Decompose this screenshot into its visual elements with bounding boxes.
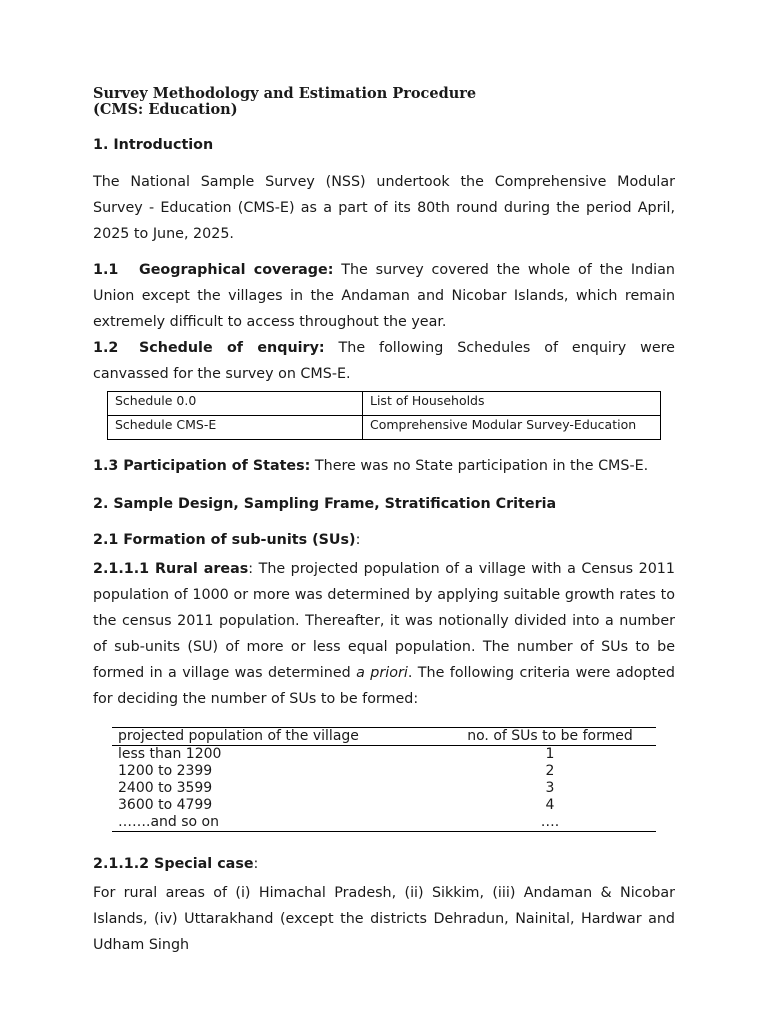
population-column-header: projected population of the village — [112, 728, 444, 746]
schedule-desc-cell: List of Households — [363, 392, 661, 416]
section-2-1-1-2-label: 2.1.1.2 Special case — [93, 856, 254, 872]
section-1-1-text: The survey covered the whole of the Indian Union except the villages in the Andaman and Nicobar Islands, which remain extremely difficult to access throughout the year. — [93, 262, 675, 330]
table-row — [112, 763, 656, 780]
section-1-1-number: 1.1 — [93, 262, 119, 278]
section-2-1-paragraph — [93, 527, 675, 553]
table-row — [112, 814, 656, 832]
su-count-cell: 4 — [545, 797, 555, 813]
section-1-3-label: 1.3 Participation of States: — [93, 458, 311, 474]
section-1-1-paragraph — [93, 257, 675, 335]
section-1-2-text: The following Schedules of enquiry were canvassed for the survey on CMS-E. — [93, 340, 675, 382]
su-count-cell: 2 — [545, 763, 555, 779]
document-page — [93, 86, 675, 958]
section-2-heading: 2. Sample Design, Sampling Frame, Stratification Criteria — [93, 496, 557, 512]
su-criteria-table — [112, 727, 656, 832]
section-1-2-label: Schedule of enquiry: — [139, 340, 325, 356]
population-cell: 2400 to 3599 — [118, 780, 213, 796]
doc-title — [93, 86, 675, 118]
table-row — [112, 780, 656, 797]
section-1-1-label: Geographical coverage: — [139, 262, 334, 278]
doc-title-line1: Survey Methodology and Estimation Procedure — [93, 85, 477, 102]
population-cell: 3600 to 4799 — [118, 797, 213, 813]
section-2-1-1-2-paragraph: For rural areas of (i) Himachal Pradesh, (ii) Sikkim, (iii) Andaman & Nicobar Islands, (iv) Uttarakhand (except the districts Dehradun, Nainital, Hardwar and Udham Singh — [93, 885, 675, 953]
table-row — [112, 746, 656, 764]
doc-title-line2: (CMS: Education) — [93, 101, 238, 118]
section-2-1-label: 2.1 Formation of sub-units (SUs) — [93, 532, 356, 548]
intro-paragraph: The National Sample Survey (NSS) undertook the Comprehensive Modular Survey - Education (CMS-E) as a part of its 80th round during the period April, 2025 to June, 2025. — [93, 174, 675, 242]
su-count-cell: 3 — [545, 780, 555, 796]
section-1-heading: 1. Introduction — [93, 137, 214, 153]
section-2-1-1-2-heading — [93, 851, 675, 877]
section-2-1-1-1-text-b: . The following criteria were adopted for deciding the number of SUs to be formed: — [93, 665, 676, 707]
section-2-1-1-1-label: 2.1.1.1 Rural areas — [93, 561, 249, 577]
table-header-row — [112, 728, 656, 746]
section-1-3-paragraph — [93, 453, 675, 479]
population-cell: less than 1200 — [118, 746, 222, 762]
section-1-3-text: There was no State participation in the CMS-E. — [310, 458, 649, 474]
table-row — [108, 392, 661, 416]
a-priori-text: a priori — [356, 665, 408, 681]
schedule-name-cell: Schedule 0.0 — [108, 392, 363, 416]
su-count-cell: …. — [444, 814, 656, 832]
table-row — [108, 416, 661, 440]
su-count-column-header: no. of SUs to be formed — [444, 728, 656, 746]
section-1-2-number: 1.2 — [93, 340, 119, 356]
schedule-name-cell: Schedule CMS-E — [108, 416, 363, 440]
section-2-1-suffix: : — [355, 532, 361, 548]
su-count-cell: 1 — [545, 746, 555, 762]
schedule-table — [107, 391, 661, 440]
schedule-desc-cell: Comprehensive Modular Survey-Education — [363, 416, 661, 440]
section-2-1-1-1-paragraph — [93, 556, 675, 712]
population-cell: …….and so on — [112, 814, 444, 832]
section-2-1-1-2-suffix: : — [253, 856, 259, 872]
population-cell: 1200 to 2399 — [118, 763, 213, 779]
section-2-1-1-1-text-a: : The projected population of a village with a Census 2011 population of 1000 or more was determined by applying suitable growth rates to the census 2011 population. Thereafter, it was notionally divided into a number of sub-units (SU) of more or less equal population. The number of SUs to be formed in a village was determined — [93, 561, 675, 681]
section-1-2-paragraph — [93, 335, 675, 387]
table-row — [112, 797, 656, 814]
